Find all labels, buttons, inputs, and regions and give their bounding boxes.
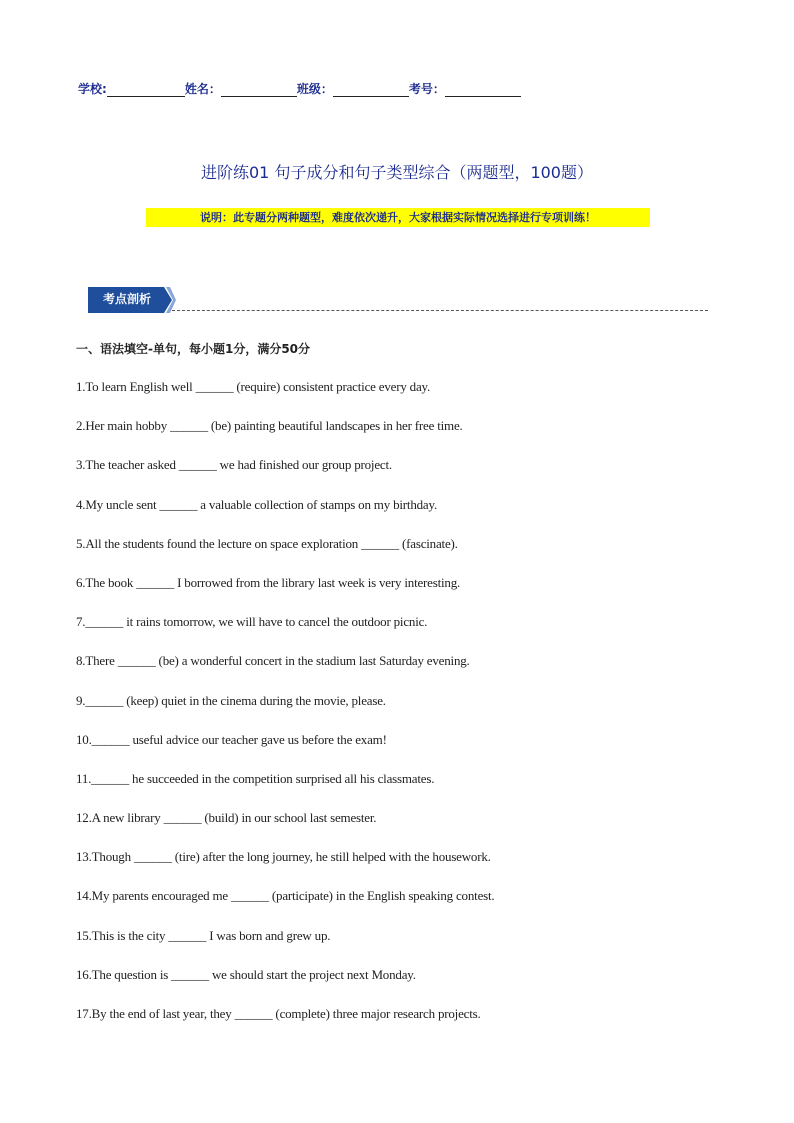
name-label: 姓名： (184, 82, 221, 96)
question-item: 8.There ______ (be) a wonderful concert in the stadium last Saturday evening. (76, 653, 470, 669)
question-item: 11.______ he succeeded in the competition surprised all his classmates. (76, 770, 435, 786)
question-item: 16.The question is ______ we should start the project next Monday. (76, 966, 416, 982)
question-item: 2.Her main hobby ______ (be) painting beautiful landscapes in her free time. (76, 418, 463, 434)
question-item: 12.A new library ______ (build) in our school last semester. (76, 810, 377, 826)
exam-no-label: 考号： (408, 82, 445, 96)
school-label: 学校: (78, 82, 107, 96)
name-blank[interactable] (221, 84, 297, 97)
question-item: 17.By the end of last year, they ______ (complete) three major research projects. (76, 1006, 481, 1021)
question-item: 3.The teacher asked ______ we had finished our group project. (76, 457, 392, 473)
school-blank[interactable] (107, 84, 185, 97)
class-label: 班级： (296, 82, 333, 96)
question-item: 14.My parents encouraged me ______ (participate) in the English speaking contest. (76, 888, 495, 904)
instruction-note: 说明：此专题分两种题型，难度依次递升，大家根据实际情况选择进行专项训练！ (146, 208, 650, 227)
question-item: 7.______ it rains tomorrow, we will have to cancel the outdoor picnic. (76, 614, 428, 630)
question-item: 6.The book ______ I borrowed from the library last week is very interesting. (76, 574, 461, 590)
question-item: 4.My uncle sent ______ a valuable collection of stamps on my birthday. (76, 496, 437, 512)
question-item: 1.To learn English well ______ (require) consistent practice every day. (76, 379, 431, 394)
question-item: 13.Though ______ (tire) after the long journey, he still helped with the housework. (76, 849, 491, 865)
question-item: 10.______ useful advice our teacher gave us before the exam! (76, 731, 387, 747)
section-tab (86, 287, 172, 313)
class-blank[interactable] (333, 84, 409, 97)
page-title: 进阶练01 句子成分和句子类型综合（两题型，100题） (201, 163, 593, 182)
exam-no-blank[interactable] (445, 84, 521, 97)
student-info-line (78, 80, 521, 97)
question-item: 15.This is the city ______ I was born and grew up. (76, 927, 331, 943)
question-item: 5.All the students found the lecture on space exploration ______ (fascinate). (76, 535, 458, 551)
question-item: 9.______ (keep) quiet in the cinema during the movie, please. (76, 692, 386, 708)
section-heading: 一、语法填空-单句，每小题1分，满分50分 (76, 342, 311, 356)
question-list (76, 379, 716, 1045)
section-tab-label: 考点剖析 (102, 292, 151, 306)
section-divider (172, 310, 708, 311)
